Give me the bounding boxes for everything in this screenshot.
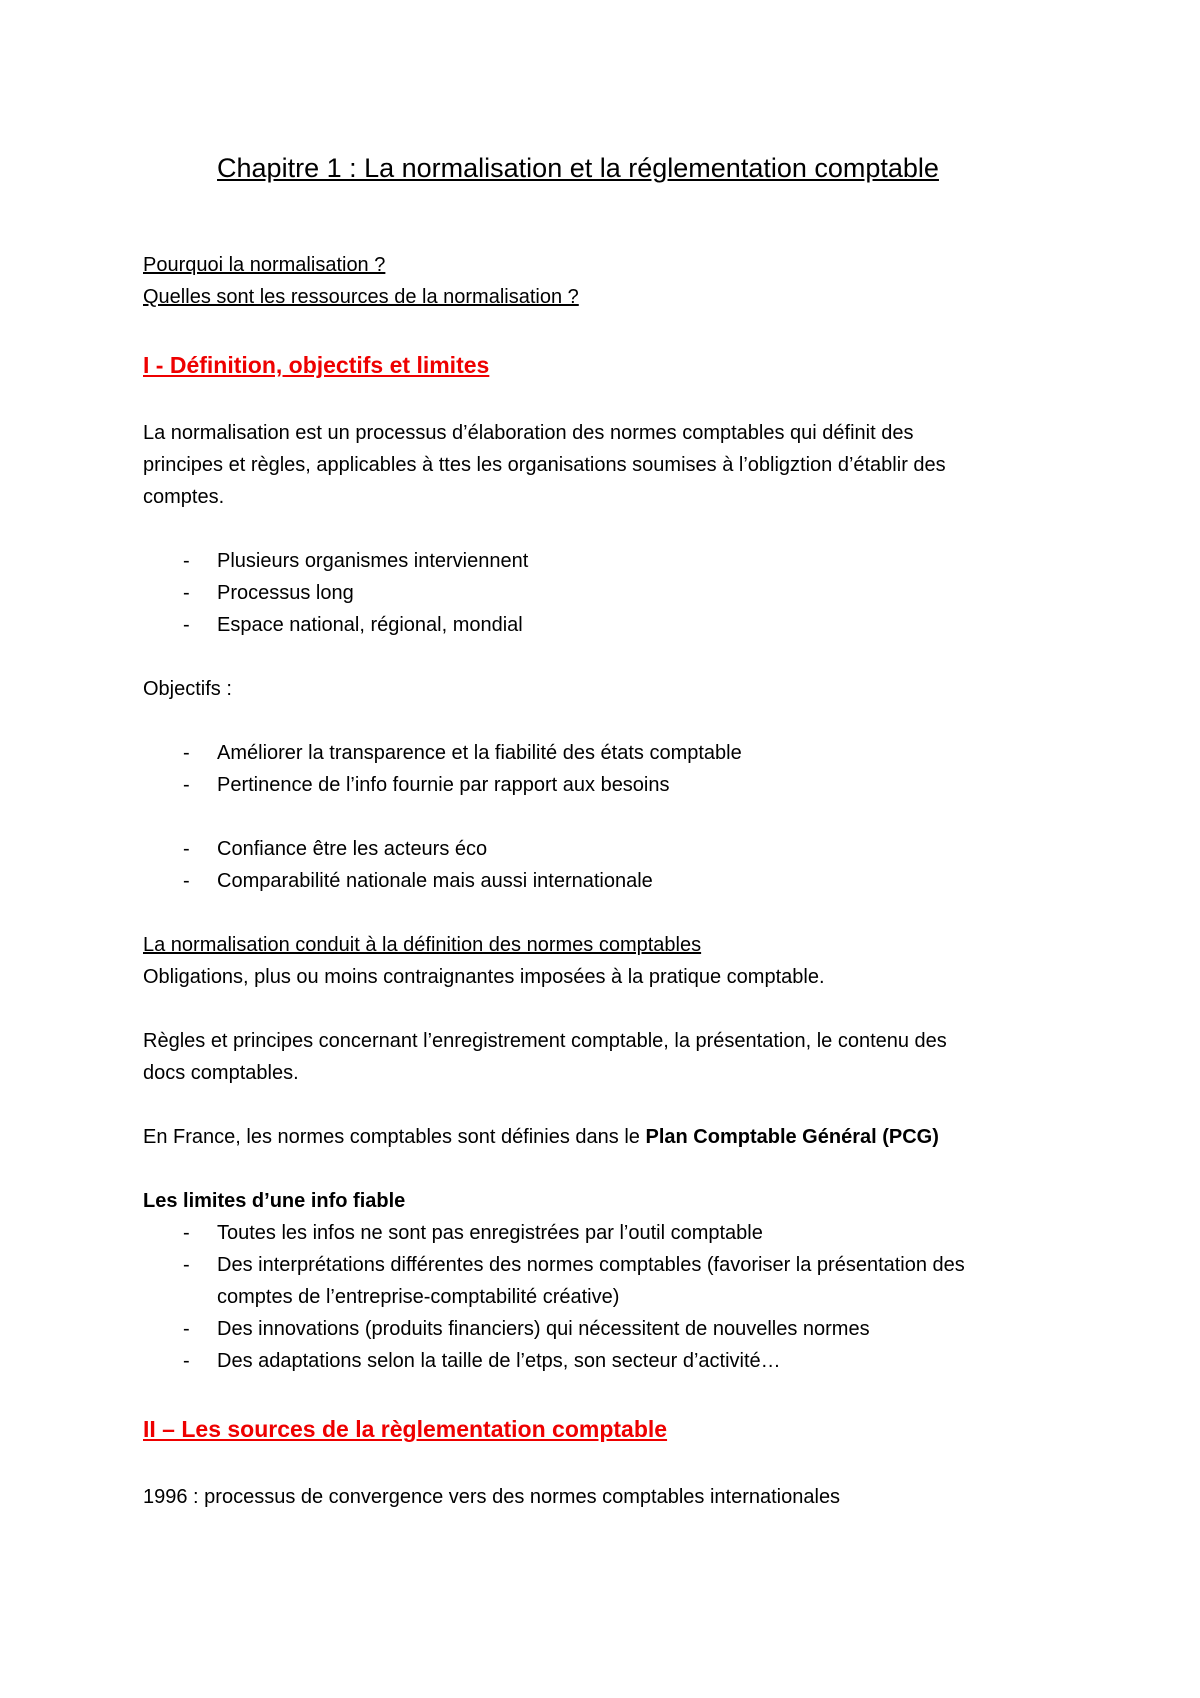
definition-line-3: comptes.: [143, 486, 225, 508]
obligations-line: Obligations, plus ou moins contraignantes imposées à la pratique comptable.: [143, 966, 825, 988]
bullet-dash: -: [183, 1318, 190, 1340]
section-2-line: 1996 : processus de convergence vers des normes comptables internationales: [143, 1486, 841, 1508]
list-item-text: Des innovations (produits financiers) qui nécessitent de nouvelles normes: [217, 1318, 870, 1340]
regles-line-2: docs comptables.: [143, 1062, 299, 1084]
limites-heading: Les limites d’une info fiable: [143, 1190, 406, 1212]
list-item: [183, 613, 523, 637]
bullet-dash: -: [183, 550, 190, 572]
bullet-dash: -: [183, 582, 190, 604]
bullet-dash: -: [183, 614, 190, 636]
list-item: [183, 837, 487, 861]
bullet-dash: -: [183, 1350, 190, 1372]
conduit-heading: La normalisation conduit à la définition des normes comptables: [143, 934, 702, 956]
list-item: [183, 1349, 781, 1373]
list-item: [183, 741, 742, 765]
question-1: Pourquoi la normalisation ?: [143, 254, 386, 276]
list-item: [183, 581, 354, 605]
bullet-dash: -: [183, 870, 190, 892]
section-1-heading: I - Définition, objectifs et limites: [143, 352, 490, 378]
list-item: [183, 1253, 965, 1277]
bullet-dash: -: [183, 1222, 190, 1244]
objectifs-label: Objectifs :: [143, 678, 232, 700]
pcg-term: Plan Comptable Général (PCG): [645, 1126, 939, 1148]
list-item-text: Processus long: [217, 582, 354, 604]
question-2: Quelles sont les ressources de la normalisation ?: [143, 286, 579, 308]
definition-line-1: La normalisation est un processus d’élaboration des normes comptables qui définit des: [143, 422, 914, 444]
list-item-text: Des adaptations selon la taille de l’etps, son secteur d’activité…: [217, 1350, 781, 1372]
list-item-text: Espace national, régional, mondial: [217, 614, 523, 636]
bullet-dash: -: [183, 838, 190, 860]
list-item: [183, 1221, 763, 1245]
regles-line-1: Règles et principes concernant l’enregistrement comptable, la présentation, le contenu des: [143, 1030, 947, 1052]
list-item-text: Toutes les infos ne sont pas enregistrées par l’outil comptable: [217, 1222, 763, 1244]
list-item-text: Des interprétations différentes des normes comptables (favoriser la présentation des: [217, 1254, 965, 1276]
definition-line-2: principes et règles, applicables à ttes les organisations soumises à l’obligztion d’établir des: [143, 454, 946, 476]
list-item-text: Comparabilité nationale mais aussi internationale: [217, 870, 653, 892]
list-item: [183, 1317, 870, 1341]
france-text: En France, les normes comptables sont définies dans le: [143, 1126, 646, 1148]
list-item-text: Plusieurs organismes interviennent: [217, 550, 529, 572]
list-item: [183, 773, 670, 797]
bullet-dash: -: [183, 1254, 190, 1276]
list-item-text: Pertinence de l’info fournie par rapport aux besoins: [217, 774, 670, 796]
list-item: [183, 869, 653, 893]
list-item: [183, 549, 528, 573]
bullet-dash: -: [183, 742, 190, 764]
section-2-heading: II – Les sources de la règlementation comptable: [143, 1416, 668, 1442]
france-line: [143, 1125, 939, 1149]
document-page: [143, 0, 1073, 1698]
list-item-continuation: comptes de l’entreprise-comptabilité créative): [217, 1286, 620, 1308]
list-item-text: Confiance être les acteurs éco: [217, 838, 488, 860]
page-title: Chapitre 1 : La normalisation et la réglementation comptable: [217, 153, 939, 183]
bullet-dash: -: [183, 774, 190, 796]
list-item-text: Améliorer la transparence et la fiabilité des états comptable: [217, 742, 742, 764]
